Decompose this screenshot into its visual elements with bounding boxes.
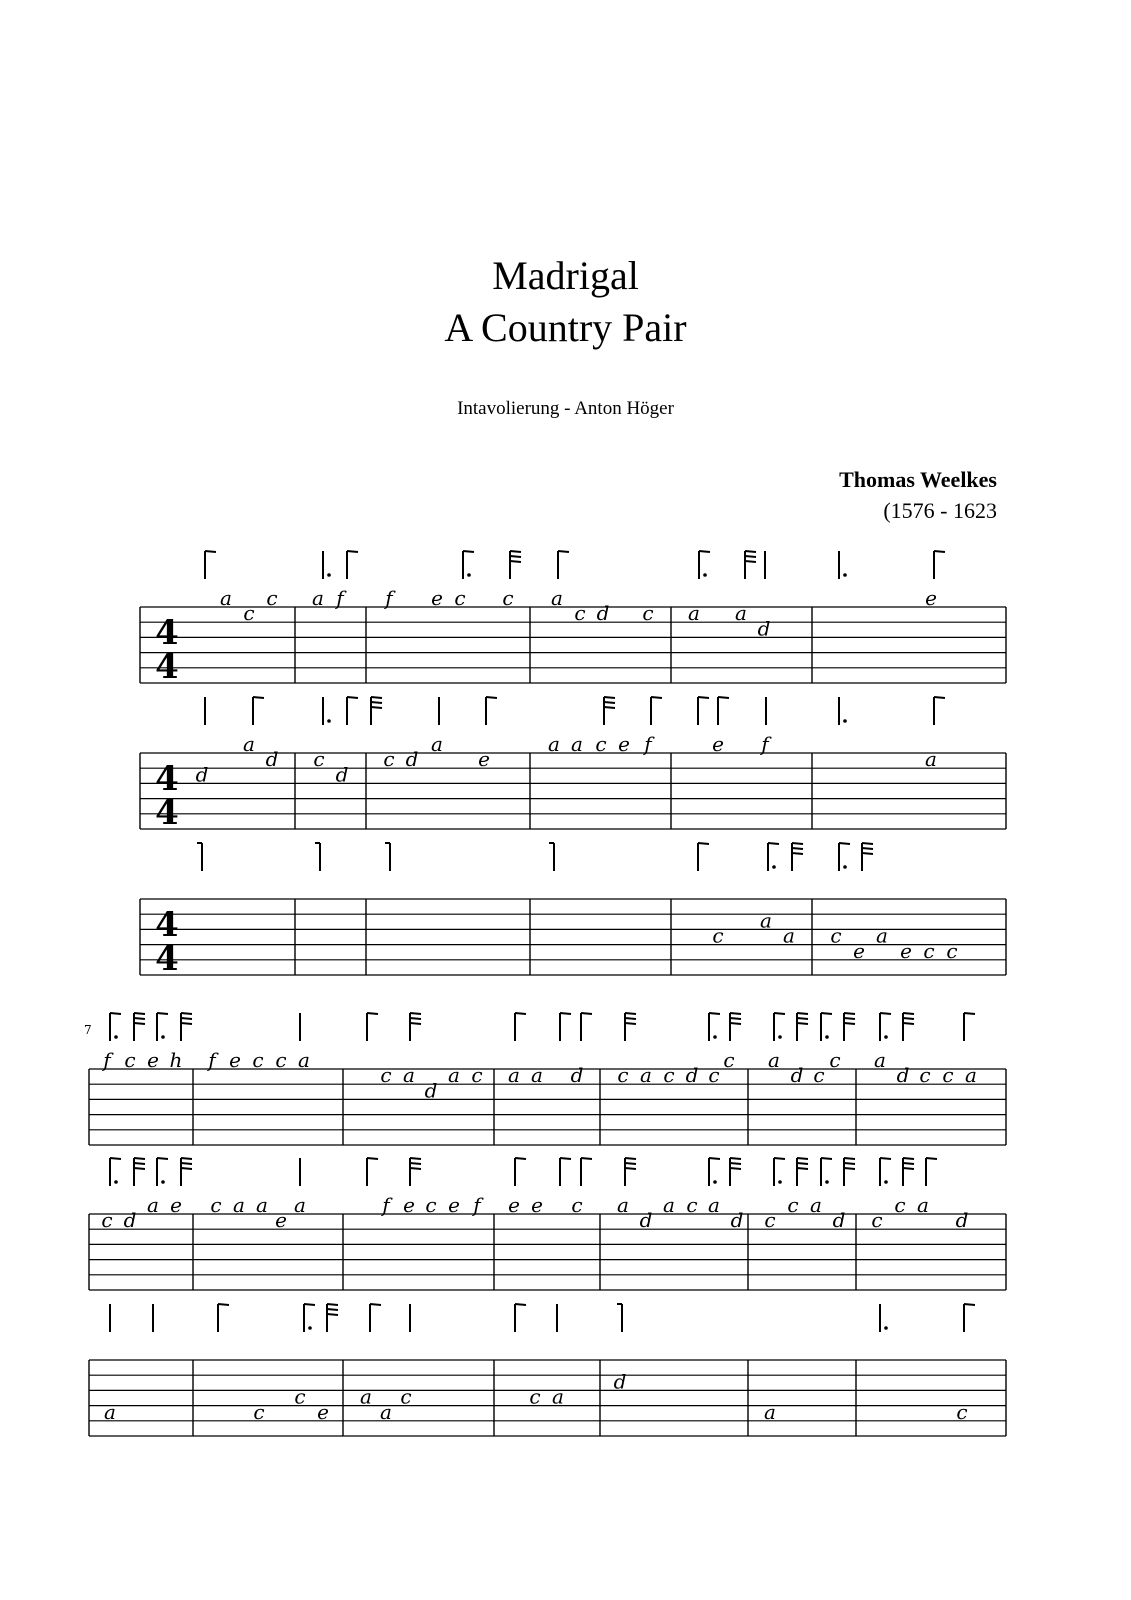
tab-letter: f	[385, 586, 393, 610]
rhythm-sign-dot	[467, 573, 471, 577]
tab-letter: d	[685, 1063, 699, 1088]
tab-letter: h	[169, 1048, 183, 1072]
tab-letter: d	[639, 1208, 653, 1233]
tab-letter: a	[640, 1063, 652, 1088]
rhythm-sign-flag	[327, 1304, 338, 1305]
rhythm-sign-flag	[844, 1158, 855, 1159]
tab-letter: c	[383, 747, 395, 772]
tab-letter: c	[502, 586, 514, 610]
rhythm-sign-flag	[347, 697, 358, 698]
tab-letter: a	[768, 1048, 780, 1072]
rhythm-sign-flag	[934, 697, 945, 698]
measure-number: 7	[84, 1023, 92, 1037]
rhythm-sign-flag	[371, 697, 382, 698]
tab-letter: e	[925, 586, 937, 610]
tab-letter: f	[644, 732, 652, 756]
rhythm-sign-dot	[884, 1326, 888, 1330]
rhythm-sign-flag	[367, 1158, 378, 1159]
rhythm-sign-flag	[821, 1013, 832, 1014]
rhythm-sign-flag	[205, 551, 216, 552]
rhythm-sign-flag	[510, 551, 521, 552]
rhythm-sign-flag	[862, 848, 873, 849]
tab-letter: a	[220, 586, 232, 610]
rhythm-sign-flag	[745, 556, 756, 557]
tab-letter: e	[531, 1193, 543, 1217]
tab-letter: c	[425, 1193, 437, 1217]
tab-letter: a	[965, 1063, 977, 1088]
rhythm-sign-flag	[844, 1013, 855, 1014]
rhythm-sign-flag	[768, 843, 779, 844]
time-signature-top: 4	[155, 759, 179, 799]
rhythm-sign-flag	[410, 1018, 421, 1019]
tab-letter: c	[380, 1063, 392, 1088]
rhythm-sign-flag	[157, 1158, 168, 1159]
rhythm-sign-flag	[903, 1168, 914, 1169]
rhythm-sign-flag	[625, 1018, 636, 1019]
rhythm-sign-flag	[181, 1158, 192, 1159]
tab-letter: a	[764, 1399, 776, 1424]
tab-letter: d	[405, 747, 419, 772]
rhythm-sign-dot	[703, 573, 707, 577]
rhythm-sign-flag	[709, 1013, 720, 1014]
tab-letter: a	[617, 1193, 629, 1217]
tab-letter: c	[723, 1048, 735, 1072]
tab-letter: a	[760, 908, 772, 933]
rhythm-sign-flag	[745, 551, 756, 552]
rhythm-sign-dot	[778, 1035, 782, 1039]
tab-letter: e	[147, 1048, 159, 1072]
tab-letter: a	[147, 1193, 159, 1217]
tab-letter: c	[400, 1384, 412, 1409]
rhythm-sign-flag	[903, 1158, 914, 1159]
tab-letter: e	[618, 732, 630, 756]
rhythm-sign-flag	[774, 1158, 785, 1159]
rhythm-sign-flag	[625, 1158, 636, 1159]
rhythm-sign-flag	[844, 1168, 855, 1169]
tab-letter: d	[613, 1369, 627, 1394]
tab-letter: c	[529, 1384, 541, 1409]
rhythm-sign-flag	[134, 1158, 145, 1159]
rhythm-sign-flag	[371, 702, 382, 703]
tab-letter: c	[942, 1063, 954, 1088]
tab-letter: d	[570, 1063, 584, 1088]
rhythm-sign-flag	[181, 1168, 192, 1169]
rhythm-sign-flag	[625, 1023, 636, 1024]
tab-letter: a	[552, 1384, 564, 1409]
rhythm-sign-dot	[825, 1180, 829, 1184]
rhythm-sign-dot	[327, 719, 331, 723]
rhythm-sign-flag	[604, 707, 615, 708]
tab-letter: c	[712, 923, 724, 948]
rhythm-sign-flag	[880, 1158, 891, 1159]
rhythm-sign-flag	[625, 1013, 636, 1014]
tab-letter: d	[790, 1063, 804, 1088]
tab-letter: d	[195, 762, 209, 787]
tab-letter: a	[571, 732, 583, 756]
title-line-2: A Country Pair	[444, 305, 687, 350]
time-signature-top: 4	[155, 905, 179, 945]
tab-letter: a	[233, 1193, 245, 1217]
tab-letter: c	[571, 1193, 583, 1217]
rhythm-sign-dot	[843, 573, 847, 577]
rhythm-sign-flag	[964, 1304, 975, 1305]
tab-letter: c	[243, 601, 255, 626]
rhythm-sign-dot	[327, 573, 331, 577]
tab-letter: c	[686, 1193, 698, 1217]
rhythm-sign-flag	[463, 551, 474, 552]
time-signature-bottom: 4	[155, 793, 179, 833]
tab-letter: d	[896, 1063, 910, 1088]
rhythm-sign-flag	[797, 1158, 808, 1159]
tab-letter: e	[431, 586, 443, 610]
rhythm-sign-flag	[964, 1013, 975, 1014]
tab-letter: a	[874, 1048, 886, 1072]
tab-letter: c	[313, 747, 325, 772]
rhythm-sign-flag	[515, 1304, 526, 1305]
rhythm-sign-flag	[581, 1158, 592, 1159]
tab-letter: f	[336, 586, 344, 610]
rhythm-sign-flag	[730, 1013, 741, 1014]
rhythm-sign-flag	[367, 1013, 378, 1014]
rhythm-sign-flag	[821, 1158, 832, 1159]
rhythm-sign-flag	[304, 1304, 315, 1305]
tab-letter: e	[448, 1193, 460, 1217]
tab-letter: f	[382, 1193, 390, 1217]
rhythm-sign-flag	[839, 843, 850, 844]
tab-letter: e	[712, 732, 724, 756]
rhythm-sign-dot	[161, 1035, 165, 1039]
rhythm-sign-flag	[560, 1158, 571, 1159]
rhythm-sign-flag	[410, 1163, 421, 1164]
tab-letter: d	[730, 1208, 744, 1233]
tab-letter: d	[955, 1208, 969, 1233]
tab-letter: f	[208, 1048, 216, 1072]
tab-letter: d	[832, 1208, 846, 1233]
tab-letter: a	[708, 1193, 720, 1217]
tab-letter: c	[813, 1063, 825, 1088]
tab-letter: a	[243, 732, 255, 756]
tab-letter: a	[312, 586, 324, 610]
rhythm-sign-flag	[410, 1158, 421, 1159]
rhythm-sign-flag	[327, 1309, 338, 1310]
tab-letter: d	[757, 616, 771, 641]
tab-letter: a	[360, 1384, 372, 1409]
rhythm-sign-dot	[825, 1035, 829, 1039]
composer-name: Thomas Weelkes	[839, 467, 997, 492]
tab-letter: a	[294, 1193, 306, 1217]
tab-letter: c	[124, 1048, 136, 1072]
tab-letter: d	[335, 762, 349, 787]
rhythm-sign-flag	[625, 1163, 636, 1164]
tab-letter: c	[894, 1193, 906, 1217]
rhythm-sign-flag	[934, 551, 945, 552]
tab-letter: a	[810, 1193, 822, 1217]
rhythm-sign-flag	[510, 556, 521, 557]
rhythm-sign-flag	[134, 1168, 145, 1169]
rhythm-sign-flag	[792, 853, 803, 854]
tab-letter: d	[123, 1208, 137, 1233]
tab-letter: c	[253, 1399, 265, 1424]
tab-letter: e	[900, 938, 912, 963]
tab-letter: a	[735, 601, 747, 626]
rhythm-sign-flag	[604, 702, 615, 703]
rhythm-sign-flag	[181, 1023, 192, 1024]
tab-letter: a	[551, 586, 563, 610]
rhythm-sign-flag	[903, 1023, 914, 1024]
tab-letter: a	[688, 601, 700, 626]
tab-letter: e	[275, 1208, 287, 1233]
tab-letter: e	[478, 747, 490, 772]
tab-letter: d	[596, 601, 610, 626]
tab-letter: c	[871, 1208, 883, 1233]
rhythm-sign-flag	[903, 1013, 914, 1014]
tab-letter: c	[764, 1208, 776, 1233]
tab-letter: a	[403, 1063, 415, 1088]
tab-letter: e	[170, 1193, 182, 1217]
time-signature-bottom: 4	[155, 939, 179, 979]
tab-letter: e	[317, 1399, 329, 1424]
rhythm-sign-dot	[778, 1180, 782, 1184]
rhythm-sign-flag	[410, 1168, 421, 1169]
arranger-credit: Intavolierung - Anton Höger	[457, 398, 674, 419]
rhythm-sign-flag	[347, 551, 358, 552]
rhythm-sign-flag	[560, 1013, 571, 1014]
tab-letter: e	[229, 1048, 241, 1072]
tab-letter: a	[380, 1399, 392, 1424]
rhythm-sign-flag	[651, 697, 662, 698]
rhythm-sign-flag	[486, 697, 497, 698]
rhythm-sign-flag	[327, 1314, 338, 1315]
rhythm-sign-flag	[181, 1163, 192, 1164]
rhythm-sign-flag	[181, 1013, 192, 1014]
tab-letter: c	[923, 938, 935, 963]
rhythm-sign-flag	[862, 853, 873, 854]
rhythm-sign-flag	[410, 1013, 421, 1014]
rhythm-sign-flag	[745, 561, 756, 562]
rhythm-sign-flag	[718, 697, 729, 698]
rhythm-sign-flag	[880, 1013, 891, 1014]
tab-letter: e	[853, 938, 865, 963]
rhythm-sign-flag	[515, 1158, 526, 1159]
rhythm-sign-flag	[844, 1023, 855, 1024]
rhythm-sign-dot	[161, 1180, 165, 1184]
rhythm-sign-dot	[884, 1035, 888, 1039]
rhythm-sign-flag	[558, 551, 569, 552]
rhythm-sign-flag	[797, 1013, 808, 1014]
rhythm-sign-flag	[515, 1013, 526, 1014]
rhythm-sign-flag	[625, 1168, 636, 1169]
tab-letter: f	[761, 732, 769, 756]
rhythm-sign-flag	[926, 1158, 937, 1159]
tab-letter: c	[830, 923, 842, 948]
rhythm-sign-flag	[792, 848, 803, 849]
tab-letter: f	[103, 1048, 111, 1072]
rhythm-sign-flag	[730, 1168, 741, 1169]
rhythm-sign-flag	[134, 1163, 145, 1164]
rhythm-sign-flag	[699, 551, 710, 552]
tab-letter: c	[663, 1063, 675, 1088]
tab-letter: c	[471, 1063, 483, 1088]
rhythm-sign-flag	[774, 1013, 785, 1014]
time-signature-bottom: 4	[155, 647, 179, 687]
rhythm-sign-dot	[713, 1035, 717, 1039]
tab-letter: a	[508, 1063, 520, 1088]
rhythm-sign-flag	[903, 1018, 914, 1019]
tab-letter: a	[104, 1399, 116, 1424]
rhythm-sign-dot	[114, 1035, 118, 1039]
tab-letter: f	[473, 1193, 481, 1217]
tab-letter: d	[424, 1078, 438, 1103]
rhythm-sign-flag	[797, 1163, 808, 1164]
rhythm-sign-dot	[114, 1180, 118, 1184]
rhythm-sign-flag	[181, 1018, 192, 1019]
rhythm-sign-flag	[792, 843, 803, 844]
rhythm-sign-flag	[157, 1013, 168, 1014]
rhythm-sign-dot	[843, 865, 847, 869]
rhythm-sign-flag	[844, 1163, 855, 1164]
tab-letter: a	[298, 1048, 310, 1072]
rhythm-sign-flag	[410, 1023, 421, 1024]
time-signature-top: 4	[155, 613, 179, 653]
rhythm-sign-flag	[698, 697, 709, 698]
rhythm-sign-flag	[730, 1158, 741, 1159]
rhythm-sign-dot	[713, 1180, 717, 1184]
tab-letter: c	[708, 1063, 720, 1088]
rhythm-sign-dot	[843, 719, 847, 723]
tab-letter: a	[917, 1193, 929, 1217]
tab-letter: c	[617, 1063, 629, 1088]
rhythm-sign-flag	[730, 1018, 741, 1019]
rhythm-sign-flag	[134, 1023, 145, 1024]
rhythm-sign-flag	[862, 843, 873, 844]
tab-letter: a	[925, 747, 937, 772]
tab-letter: c	[595, 732, 607, 756]
tab-letter: a	[531, 1063, 543, 1088]
tab-letter: a	[876, 923, 888, 948]
rhythm-sign-flag	[581, 1013, 592, 1014]
tab-letter: c	[919, 1063, 931, 1088]
rhythm-sign-flag	[510, 561, 521, 562]
rhythm-sign-flag	[218, 1304, 229, 1305]
tab-letter: c	[946, 938, 958, 963]
rhythm-sign-flag	[604, 697, 615, 698]
rhythm-sign-dot	[308, 1326, 312, 1330]
tab-letter: a	[256, 1193, 268, 1217]
rhythm-sign-flag	[797, 1018, 808, 1019]
tab-letter: c	[266, 586, 278, 610]
tab-letter: c	[642, 601, 654, 626]
rhythm-sign-flag	[903, 1163, 914, 1164]
rhythm-sign-flag	[253, 697, 264, 698]
tab-letter: d	[265, 747, 279, 772]
rhythm-sign-flag	[371, 707, 382, 708]
rhythm-sign-flag	[110, 1158, 121, 1159]
rhythm-sign-dot	[772, 865, 776, 869]
tab-letter: a	[448, 1063, 460, 1088]
tab-letter: a	[783, 923, 795, 948]
rhythm-sign-flag	[370, 1304, 381, 1305]
tab-letter: e	[508, 1193, 520, 1217]
title-line-1: Madrigal	[492, 253, 639, 298]
tab-letter: a	[548, 732, 560, 756]
rhythm-sign-flag	[730, 1163, 741, 1164]
tab-letter: c	[829, 1048, 841, 1072]
tab-letter: a	[663, 1193, 675, 1217]
composer-dates: (1576 - 1623	[883, 498, 997, 523]
tab-letter: c	[956, 1399, 968, 1424]
tab-letter: c	[294, 1384, 306, 1409]
tab-letter: c	[210, 1193, 222, 1217]
rhythm-sign-flag	[844, 1018, 855, 1019]
tab-letter: c	[787, 1193, 799, 1217]
tab-letter: a	[431, 732, 443, 756]
rhythm-sign-flag	[797, 1023, 808, 1024]
rhythm-sign-flag	[709, 1158, 720, 1159]
tab-letter: c	[574, 601, 586, 626]
rhythm-sign-flag	[730, 1023, 741, 1024]
tab-letter: e	[403, 1193, 415, 1217]
tab-letter: c	[454, 586, 466, 610]
rhythm-sign-flag	[134, 1013, 145, 1014]
rhythm-sign-flag	[134, 1018, 145, 1019]
rhythm-sign-flag	[110, 1013, 121, 1014]
tab-letter: c	[101, 1208, 113, 1233]
rhythm-sign-flag	[698, 843, 709, 844]
tab-letter: c	[275, 1048, 287, 1072]
tab-letter: c	[252, 1048, 264, 1072]
rhythm-sign-flag	[797, 1168, 808, 1169]
rhythm-sign-dot	[884, 1180, 888, 1184]
